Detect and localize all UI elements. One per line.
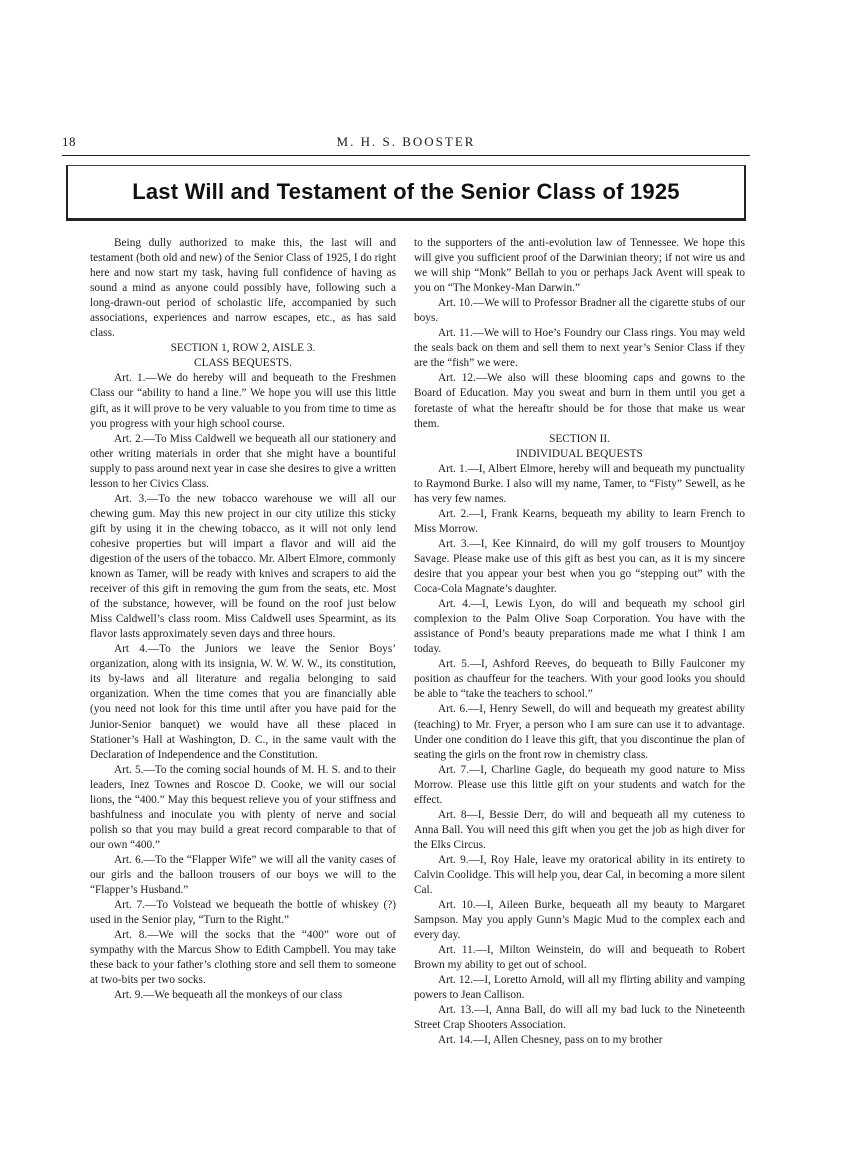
section-heading: SECTION II. xyxy=(549,432,610,445)
section-heading: SECTION 1, ROW 2, AISLE 3. xyxy=(170,342,316,355)
article-paragraph: Art. 11.—We will to Hoe’s Foundry our Class rings. You may weld the seals back on them and sell them to next year’s Senior Class if they are the “fish” we were. xyxy=(414,327,745,370)
article-paragraph: Art. 10.—We will to Professor Bradner all the cigarette stubs of our boys. xyxy=(414,297,745,325)
header-rule xyxy=(62,155,750,156)
continuation-paragraph: to the supporters of the anti-evolution law of Tennessee. We hope this will give you sufficient proof of the Darwinian theory; if not wire us and we will ship “Monk” Bellah to you or perhaps Jack Avent will speak to you on “The Monkey-Man Darwin.” xyxy=(414,237,745,295)
article-paragraph: Art. 5.—To the coming social hounds of M. H. S. and to their leaders, Inez Townes and Roscoe D. Cooke, we will our social lions, the “400.” May this bequest relieve you of your stiffness and bashfulness and inoculate you with plenty of nerve and social polish so that you may build a great record comparable to that of our own “400.” xyxy=(90,763,396,851)
article-paragraph: Art. 11.—I, Milton Weinstein, do will and bequeath to Robert Brown my ability to get out of school. xyxy=(414,944,745,972)
article-paragraph: Art. 2.—I, Frank Kearns, bequeath my ability to learn French to Miss Morrow. xyxy=(414,507,745,535)
article-paragraph: Art. 12.—We also will these blooming caps and gowns to the Board of Education. May you sweat and burn in them until you get a foretaste of what the hereaftr should be for those that make us wear them. xyxy=(414,372,745,430)
intro-paragraph: Being dully authorized to make this, the last will and testament (both old and new) of the Senior Class of 1925, I do right here and now start my task, having full confidence of having as sound a mind as anyone could possibly have, following such a long-drawn-out period of scholastic life, accompanied by such associations, experiences and narrow escapes, etc., as has said class. xyxy=(90,237,396,340)
page-number: 18 xyxy=(62,134,76,149)
article-paragraph: Art. 8.—We will the socks that the “400” wore out of sympathy with the Marcus Show to Edith Campbell. You may take these back to your father’s clothing store and sell them to someone at two-bits per two socks. xyxy=(90,929,396,987)
article-paragraph: Art. 14.—I, Allen Chesney, pass on to my brother xyxy=(438,1034,663,1047)
article-paragraph: Art 4.—To the Juniors we leave the Senior Boys’ organization, along with its insignia, W. W. W. W., its constitution, its by-laws and all literature and regalia belonging to said organization. When the time comes that you are financially able (you need not look for this time until after you have paid for the Junior-Senior banquet) we would have all these placed in Stationer’s Hall at Washington, D. C., in the same vault with the Declaration of Independence and the Constitution. xyxy=(90,643,396,761)
article-paragraph: Art. 12.—I, Loretto Arnold, will all my flirting ability and vamping powers to Jean Callison. xyxy=(414,974,745,1002)
article-paragraph: Art. 7.—I, Charline Gagle, do bequeath my good nature to Miss Morrow. Please use this little gift on your students and watch for the effect. xyxy=(414,763,745,806)
article-paragraph: Art. 3.—I, Kee Kinnaird, do will my golf trousers to Mountjoy Savage. Please make use of this gift as best you can, as it is my sincere desire that you appear your best when you go “stepping out” with the Coca-Cola Magnate’s daughter. xyxy=(414,537,745,596)
article-title: Last Will and Testament of the Senior Class of 1925 xyxy=(132,179,680,204)
article-paragraph: Art. 9.—We bequeath all the monkeys of our class xyxy=(114,989,343,1002)
title-box xyxy=(66,165,746,221)
article-paragraph: Art. 8—I, Bessie Derr, do will and bequeath all my cuteness to Anna Ball. You will need this gift when you get the job as high diver for the Elks Circus. xyxy=(414,808,745,851)
article-paragraph: Art. 1.—We do hereby will and bequeath to the Freshmen Class our “ability to hand a line.” We hope you will use this little gift, as it will prove to be very valuable to you from time to time as you progress with your high school course. xyxy=(90,372,396,430)
running-title: M. H. S. BOOSTER xyxy=(336,134,476,149)
right-column xyxy=(414,236,745,1049)
article-paragraph: Art. 13.—I, Anna Ball, do will all my bad luck to the Nineteenth Street Crap Shooters Association. xyxy=(414,1004,745,1032)
section-subheading: INDIVIDUAL BEQUESTS xyxy=(516,447,643,460)
article-paragraph: Art. 10.—I, Aileen Burke, bequeath all my beauty to Margaret Sampson. May you apply Gunn’s Magic Mud to the complex each and every day. xyxy=(414,899,745,942)
article-paragraph: Art. 5.—I, Ashford Reeves, do bequeath to Billy Faulconer my position as chauffeur for the teachers. With your good looks you should be able to “take the teachers to school.” xyxy=(414,658,745,701)
article-paragraph: Art. 6.—I, Henry Sewell, do will and bequeath my greatest ability (teaching) to Mr. Fryer, a person who I am sure can use it to advantage. Under one condition do I leave this gift, that you discontinue the plan of seating the girls on the front row in chemistry class. xyxy=(414,703,745,761)
article-paragraph: Art. 6.—To the “Flapper Wife” we will all the vanity cases of our girls and the balloon trousers of our boys we will to the “Flapper’s Husband.” xyxy=(90,853,396,897)
article-paragraph: Art. 1.—I, Albert Elmore, hereby will and bequeath my punctuality to Raymond Burke. I also will my name, Tamer, to “Fisty” Sewell, as he has very few names. xyxy=(414,462,745,505)
article-paragraph: Art. 4.—I, Lewis Lyon, do will and bequeath my school girl complexion to the Palm Olive Soap Corporation. You have with the assistance of Pond’s beauty preparations made me what I think I am today. xyxy=(414,598,745,656)
article-paragraph: Art. 9.—I, Roy Hale, leave my oratorical ability in its entirety to Calvin Coolidge. This will help you, dear Cal, in becoming a more silent Cal. xyxy=(414,853,745,897)
article-paragraph: Art. 3.—To the new tobacco warehouse we will all our chewing gum. May this new project in our city utilize this sticky gift by using it in the chewing tobacco, as it will not only lend cohesive properties but will impart a flavor and will aid the digestion of the users of the tobacco. Mr. Albert Elmore, commonly known as Tamer, will be ready with knives and scrapers to aid the receiver of this gift in removing the gum from the seats, etc. Most of the substance, however, will be found on the roof just below Miss Caldwell’s class room. Miss Caldwell uses Spearmint, as its flavor lasts approximately seven days and three hours. xyxy=(90,492,396,641)
page-header xyxy=(62,134,750,154)
left-column xyxy=(90,236,396,1003)
section-subheading: CLASS BEQUESTS. xyxy=(194,357,292,370)
article-paragraph: Art. 7.—To Volstead we bequeath the bottle of whiskey (?) used in the Senior play, “Turn to the Right.” xyxy=(90,899,396,927)
article-paragraph: Art. 2.—To Miss Caldwell we bequeath all our stationery and other writing materials in order that she might have a bountiful supply to pass around next year in case she desires to give a written lesson to her Civics Class. xyxy=(90,432,396,490)
